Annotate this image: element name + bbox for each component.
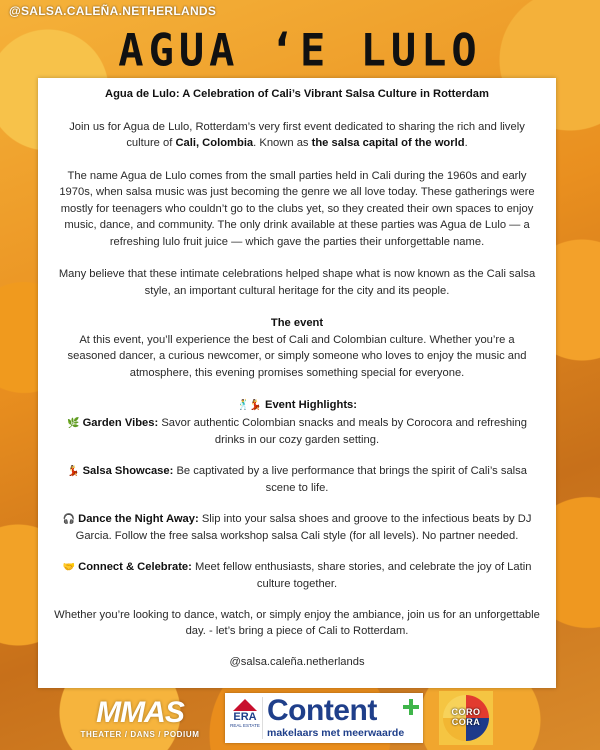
leaf-icon: 🌿 xyxy=(67,417,80,429)
handshake-icon: 🤝 xyxy=(62,561,76,573)
closing-paragraph: Whether you’re looking to dance, watch, or simply enjoy the ambiance, join us for an unforgettable day. - let’s bring a piece of Cali to Rotterdam. xyxy=(54,608,540,637)
history-paragraph: The name Agua de Lulo comes from the small parties held in Cali during the 1960s and early 1970s, when salsa music was just becoming the genre we all love today. These gatherings were mostly for teenagers who couldn’t go to the clubs yet, so they created their own spaces to enjoy music, dance, and community. The only drink available at these parties was Agua de Lulo — a refreshing lulo fruit juice — which gave the parties their unforgettable name. xyxy=(59,169,535,248)
corocora-logo xyxy=(439,691,493,745)
mmas-subtitle: THEATER / DANS / PODIUM xyxy=(80,730,200,739)
event-title: The event xyxy=(270,317,324,329)
highlight-item: 💃 Salsa Showcase: Be captivated by a live performance that brings the spirit of Cali’s salsa scene to life. xyxy=(67,464,527,494)
content-tagline: makelaars met meerwaarde xyxy=(267,727,405,739)
era-triangle-icon xyxy=(233,699,257,711)
content-makelaars-logo xyxy=(225,693,423,743)
instagram-handle: @SALSA.CALEÑA.NETHERLANDS xyxy=(9,4,217,18)
highlight-item: 🎧 Dance the Night Away: Slip into your salsa shoes and groove to the infectious beats by DJ Garcia. Follow the free salsa workshop salsa Cali style (for all levels). No partner needed. xyxy=(62,512,532,542)
heritage-paragraph: Many believe that these intimate celebrations helped shape what is now known as the Cali salsa style, an important cultural heritage for the city and its people. xyxy=(58,268,536,297)
era-logo xyxy=(228,697,263,739)
dancer-icon: 💃 xyxy=(67,465,80,477)
highlight-item: 🤝 Connect & Celebrate: Meet fellow enthusiasts, share stories, and celebrate the joy of Latin culture together. xyxy=(62,560,532,590)
page-title: AGUA ‘E LULO xyxy=(118,24,482,77)
content-wordmark: Content xyxy=(267,694,377,727)
era-name: ERA xyxy=(233,711,257,723)
event-paragraph: At this event, you’ll experience the best of Cali and Colombian culture. Whether you’re a seasoned dancer, a curious newcomer, or simply someone who loves to enjoy the music and atmosphere, this evening promises something special for everyone. xyxy=(67,333,527,379)
highlight-item: 🌿 Garden Vibes: Savor authentic Colombian snacks and meals by Corocora and refreshing drinks in our cozy garden setting. xyxy=(67,416,527,446)
headphones-icon: 🎧 xyxy=(62,513,75,525)
plus-icon xyxy=(403,699,419,715)
footer-handle: @salsa.caleña.netherlands xyxy=(229,655,365,668)
dancers-icon: 🕺💃 xyxy=(236,400,262,411)
article-panel xyxy=(38,78,556,688)
era-subtitle: REAL ESTATE xyxy=(230,723,260,728)
sponsor-logos xyxy=(0,690,600,750)
mmas-logo-mark: MMAS xyxy=(96,696,184,729)
intro-paragraph: Join us for Agua de Lulo, Rotterdam’s very first event dedicated to sharing the rich and lively culture of Cali, Colombia. Known as the salsa capital of the world. xyxy=(69,120,525,149)
highlights-title: 🕺💃 Event Highlights: xyxy=(236,399,357,411)
article-heading: Agua de Lulo: A Celebration of Cali’s Vibrant Salsa Culture in Rotterdam xyxy=(105,88,489,100)
mmas-logo xyxy=(80,698,200,746)
corocora-label: CORO CORA xyxy=(451,707,481,727)
